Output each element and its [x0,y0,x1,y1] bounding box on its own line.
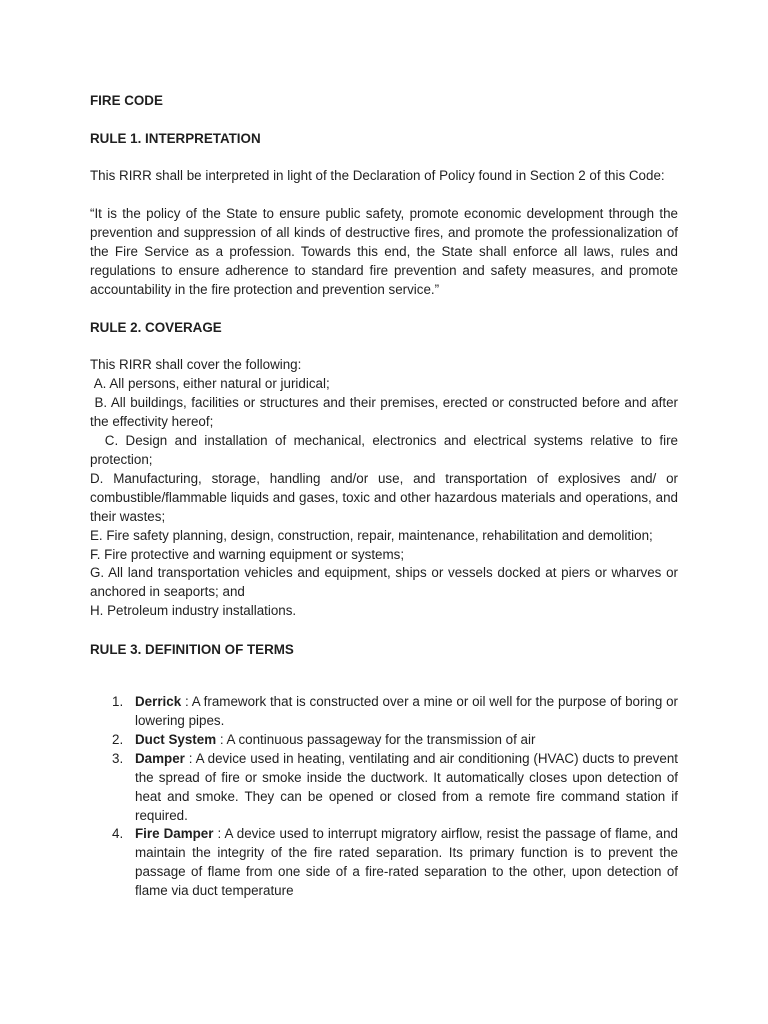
definition-term: Duct System [135,731,217,747]
definition-text: : A device used to interrupt migratory airflow, resist the passage of flame, and maintain the integrity of the fire rated separation. Its primary function is to prevent the passage of flame from one side of a fire-rated separation to the other, upon detection of flame via duct temperature [135,826,679,899]
coverage-list [90,375,682,621]
definition-text: : A continuous passageway for the transmission of air [216,731,536,747]
coverage-item: D. Manufacturing, storage, handling and/or use, and transportation of explosives and/ or combustible/flammable liquids and gases, toxic and other hazardous materials and operations, and their wastes; [90,470,682,524]
definition-number: 4. [112,826,124,842]
rule-1-heading: RULE 1. INTERPRETATION [90,131,261,146]
definitions-list [90,693,678,901]
definition-text: : A device used in heating, ventilating and air conditioning (HVAC) ducts to prevent the spread of fire or smoke inside the ductwork. It automatically closes upon detection of heat and smoke. They can be opened or closed from a remote fire command station if required. [135,750,678,823]
definition-item [90,750,678,826]
definition-term: Fire Damper [135,826,214,842]
rule-1-intro: This RIRR shall be interpreted in light of the Declaration of Policy found in Section 2 of this Code: [90,168,665,183]
rule-1-policy-quote: “It is the policy of the State to ensure public safety, promote economic development through the prevention and suppression of all kinds of destructive fires, and promote the professionalization of the Fire Service as a profession. Towards this end, the State shall enforce all laws, rules and regulations to ensure adherence to standard fire prevention and safety measures, and promote accountability in the fire protection and prevention service.” [90,205,678,297]
coverage-item: F. Fire protective and warning equipment or systems; [90,546,405,562]
document-title: FIRE CODE [90,93,163,108]
coverage-item: A. All persons, either natural or juridical; [90,376,330,392]
coverage-item: B. All buildings, facilities or structures and their premises, erected or constructed before and after the effectivity hereof; [90,395,682,430]
coverage-item: G. All land transportation vehicles and equipment, ships or vessels docked at piers or wharves or anchored in seaports; and [90,565,682,600]
rule-3-heading: RULE 3. DEFINITION OF TERMS [90,642,294,658]
definition-number: 2. [112,731,124,747]
rule-2-heading: RULE 2. COVERAGE [90,320,222,336]
definition-number: 3. [112,750,124,766]
document-body [90,91,682,901]
coverage-item: H. Petroleum industry installations. [90,603,297,619]
definition-item [90,825,678,901]
definition-text: : A framework that is constructed over a mine or oil well for the purpose of boring or lowering pipes. [135,694,678,729]
definition-item [90,693,678,731]
definition-number: 1. [112,694,124,710]
coverage-item: E. Fire safety planning, design, construction, repair, maintenance, rehabilitation and demolition; [90,527,653,543]
definition-term: Derrick [135,694,182,710]
definition-term: Damper [135,750,185,766]
coverage-item: C. Design and installation of mechanical, electronics and electrical systems relative to fire protection; [90,433,682,467]
rule-2-intro: This RIRR shall cover the following: [90,357,302,373]
definition-item [90,731,678,750]
